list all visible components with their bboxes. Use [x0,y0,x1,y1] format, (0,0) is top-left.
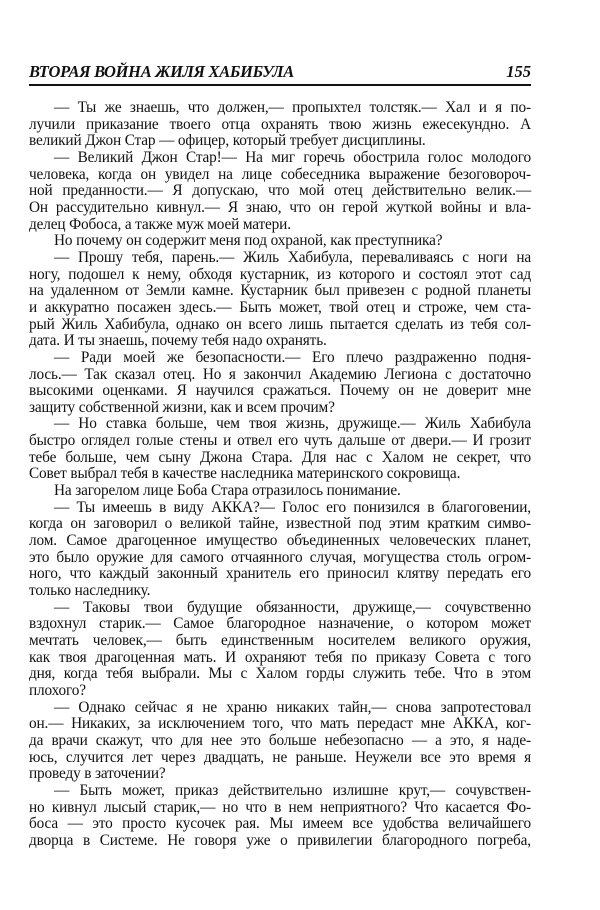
text-line: ного, что каждый законный хранитель его приносил клятву передать его [29,565,531,583]
text-line: он.— Никаких, за исключением того, что мать передаст мне АККА, ког- [29,715,531,733]
page-body-text [29,100,531,850]
text-line: это было оружие для самого отчаянного случая, могущества столь огром- [29,548,531,566]
text-line: юсь, случится лет через двадцать, не раньше. Неужели все это время я [29,748,531,766]
text-line: боса — это просто кусочек рая. Мы имеем все удобства величайшего [29,815,531,833]
text-line: Он рассудительно кивнул.— Я знаю, что он герой жуткой войны и вла- [29,198,531,216]
running-title: ВТОРАЯ ВОЙНА ЖИЛЯ ХАБИБУЛА [29,62,295,81]
text-line: ногу, подошел к нему, обходя кустарник, из которого и состоял этот сад [29,265,531,283]
text-line: — Однако сейчас я не храню никаких тайн,— снова запротестовал [54,698,531,716]
text-line: великий Джон Стар — офицер, который требует дисциплины. [29,132,426,150]
text-line: и аккуратно посажен здесь.— Быть может, твой отец и строже, чем ста- [29,298,531,316]
running-header [29,58,531,86]
text-line: плохого? [29,681,86,699]
text-line: мечтать человек,— быть единственным носителем великого оружия, [29,632,531,649]
text-line: — Но ставка больше, чем твоя жизнь, дружище.— Жиль Хабибула [54,415,531,433]
text-line: лучили приказание твоего отца охранять твою жизнь ежесекундно. А [29,115,531,133]
text-line: на удаленном от Земли камне. Кустарник был привезен с родной планеты [29,282,531,300]
text-line: когда он заговорил о великой тайне, известной под этим кратким симво- [29,515,531,533]
text-line: проведу в заточении? [29,765,166,783]
page-number: 155 [506,62,531,81]
text-line: человека, когда он увидел на лице собеседника выражение безоговороч- [29,165,531,183]
text-line: — Ради моей же безопасности.— Его плечо раздраженно подня- [54,348,531,366]
text-line: — Великий Джон Стар!— На миг горечь обострила голос молодого [54,148,531,166]
text-line: вздохнул старик.— Самое благородное назначение, о котором может [29,615,531,633]
text-line: — Ты же знаешь, что должен,— пропыхтел толстяк.— Хал и я по- [54,99,531,116]
text-line: тебе больше, чем сыну Джона Стара. Для нас с Халом не секрет, что [29,448,531,466]
text-line: ной преданности.— Я допускаю, что мой отец действительно велик.— [29,182,531,200]
text-line: рый Жиль Хабибула, однако он всего лишь пытается сделать из тебя сол- [29,315,531,333]
text-line: быстро оглядел голые стены и отвел его чуть дальше от двери.— И грозит [29,432,531,450]
text-line: высокими оценками. Я научился сражаться. Почему он не доверит мне [29,382,531,400]
text-line: дата. И ты знаешь, почему тебя надо охранять. [29,332,327,350]
text-line: как твоя драгоценная мать. И охраняют тебя по приказу Совета с того [29,648,531,666]
text-line: — Быть может, приказ действительно излишне крут,— сочувствен- [54,781,531,799]
text-line: защиту собственной жизни, как и всем прочим? [29,398,335,416]
text-line: — Прошу тебя, парень.— Жиль Хабибула, переваливаясь с ноги на [54,248,531,266]
text-line: — Ты имеешь в виду АККА?— Голос его понизился в благоговении, [54,498,531,516]
text-line: только наследнику. [29,582,151,600]
text-line: — Таковы твои будущие обязанности, дружище,— сочувственно [54,598,531,616]
text-line: На загорелом лице Боба Стара отразилось понимание. [54,482,401,500]
text-line: делец Фобоса, а также муж моей матери. [29,215,291,233]
text-line: Но почему он содержит меня под охраной, как преступника? [54,232,443,250]
text-line: Совет выбрал тебя в качестве наследника материнского сокровища. [29,465,461,483]
text-line: но кивнул лысый старик,— но что в нем неприятного? Что касается Фо- [29,798,531,816]
text-line: лось.— Так сказал отец. Но я закончил Академию Легиона с достаточно [29,365,531,383]
text-line: дворца в Системе. Не говоря уже о привилегии благородного погреба, [29,831,531,849]
text-line: да врачи скажут, что для нее это больше небезопасно — а это, я наде- [29,731,531,749]
text-line: дня, когда тебя выбрали. Мы с Халом горды служить тебе. Что в этом [29,665,531,683]
text-line: лом. Самое драгоценное имущество объединенных человеческих планет, [29,532,531,550]
